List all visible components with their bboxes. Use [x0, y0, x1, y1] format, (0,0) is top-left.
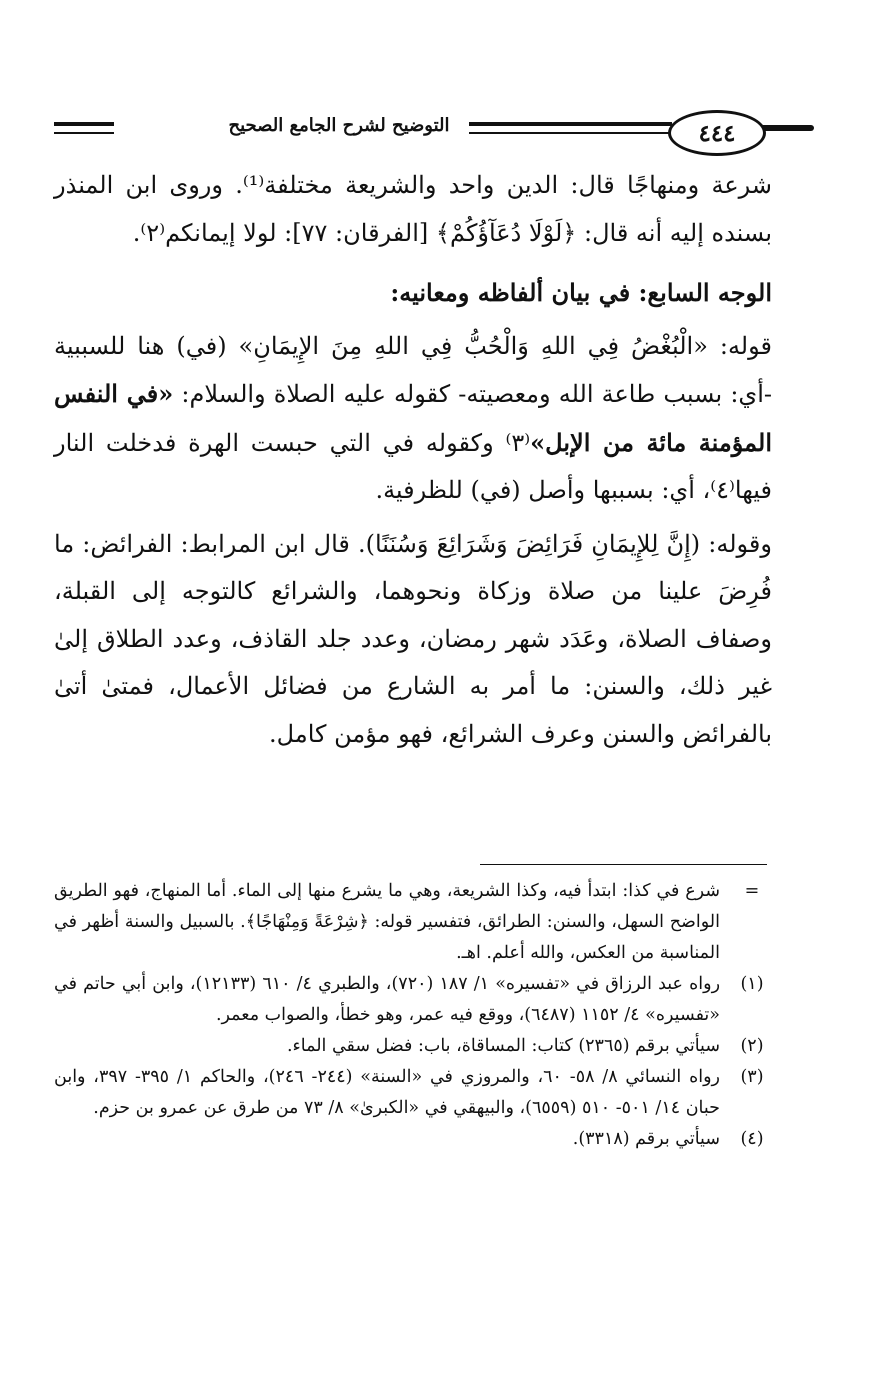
footnote-text: سيأتي برقم (٣٣١٨).: [572, 1129, 720, 1149]
footnote-number: (٢): [740, 1036, 764, 1056]
footnote-text: شرع في كذا: ابتدأ فيه، وكذا الشريعة، وهي ما يشرع منها إلى الماء. أما المنهاج، فهو الطريق الواضح السهل، والسنن: الطرائق، فتفسير قوله: ﴿شِرْعَةً وَمِنْهَاجًا﴾. بالسبيل والسنة أظهر في المناسبة من العكس، والله أعلم. اهـ.: [54, 881, 720, 963]
footnote-number: (٤): [740, 1129, 764, 1149]
main-text: [54, 162, 772, 758]
footnote-text: سيأتي برقم (٢٣٦٥) كتاب: المساقاة، باب: فضل سقي الماء.: [286, 1036, 720, 1056]
running-header: [54, 108, 768, 154]
footnote-2: [54, 1031, 772, 1062]
footnote-3: [54, 1062, 772, 1124]
header-rule-left-thin: [54, 132, 114, 134]
page-number: ٤٤٤: [668, 110, 766, 156]
footnote-text: رواه النسائي ٨/ ٥٨- ٦٠، والمروزي في «السنة» (٢٤٤- ٢٤٦)، والحاكم ١/ ٣٩٥- ٣٩٧، وابن حبان ١٤/ ٥٠١- ٥١٠ (٦٥٥٩)، والبيهقي في «الكبرىٰ» ٨/ ٧٣ من طرق عن عمرو بن حزم.: [54, 1067, 721, 1118]
hadith-quote: «في النفس المؤمنة مائة من الإبل»: [54, 379, 772, 457]
paragraph-3: وقوله: (إِنَّ لِلإِيمَانِ فَرَائِضَ وَشَرَائِعَ وَسُنَنًا). قال ابن المرابط: الفرائض: ما فُرِضَ علينا من صلاة وزكاة ونحوهما، والشرائع كالتوجه إلى القبلة، وصفاف الصلاة، وعَدَد شهر رمضان، وعدد جلد القاذف، وعدد الطلاق إلىٰ غير ذلك، والسنن: ما أمر به الشارع من فضائل الأعمال، فمتىٰ أتىٰ بالفرائض والسنن وعرف الشرائع، فهو مؤمن كامل.: [54, 529, 772, 748]
footnote-separator: [480, 864, 767, 865]
section-heading: الوجه السابع: في بيان ألفاظه ومعانيه:: [390, 278, 772, 307]
running-title: التوضيح لشرح الجامع الصحيح: [209, 115, 469, 136]
footnote-number: (٣): [740, 1067, 764, 1087]
paragraph-2: [54, 323, 772, 515]
footnote-number: (١): [740, 974, 764, 994]
footnotes: [54, 876, 772, 1155]
footnote-text: رواه عبد الرزاق في «تفسيره» ١/ ١٨٧ (٧٢٠)، والطبري ٤/ ٦١٠ (١٢١٣٣)، وابن أبي حاتم في «تفسيره» ٤/ ١١٥٢ (٦٤٨٧)، ووقع فيه عمر، وهو خطأ، والصواب معمر.: [54, 974, 721, 1025]
paragraph-2-part-b: ⁽٣⁾ وكقوله في التي حبست الهرة فدخلت النار فيها⁽٤⁾، أي: بسببها وأصل (في) للظرفية.: [54, 428, 772, 504]
footnote-marker: =: [744, 881, 760, 901]
footnote-4: [54, 1124, 772, 1155]
paragraph-1: شرعة ومنهاجًا قال: الدين واحد والشريعة مختلفة⁽¹⁾. وروى ابن المنذر بسنده إليه أنه قال: ﴿لَوْلَا دُعَآؤُكُمْ﴾ [الفرقان: ٧٧]: لولا إيمانكم⁽٢⁾.: [54, 171, 772, 247]
footnote-1: [54, 969, 772, 1031]
header-rule-left: [54, 122, 114, 126]
footnote-continued: [54, 876, 772, 969]
paragraph-2-part-a: قوله: «الْبُغْضُ فِي اللهِ وَالْحُبُّ فِي اللهِ مِنَ الإِيمَانِ» (في) هنا للسببية -أي: بسبب طاعة الله ومعصيته- كقوله عليه الصلاة والسلام:: [54, 331, 772, 408]
